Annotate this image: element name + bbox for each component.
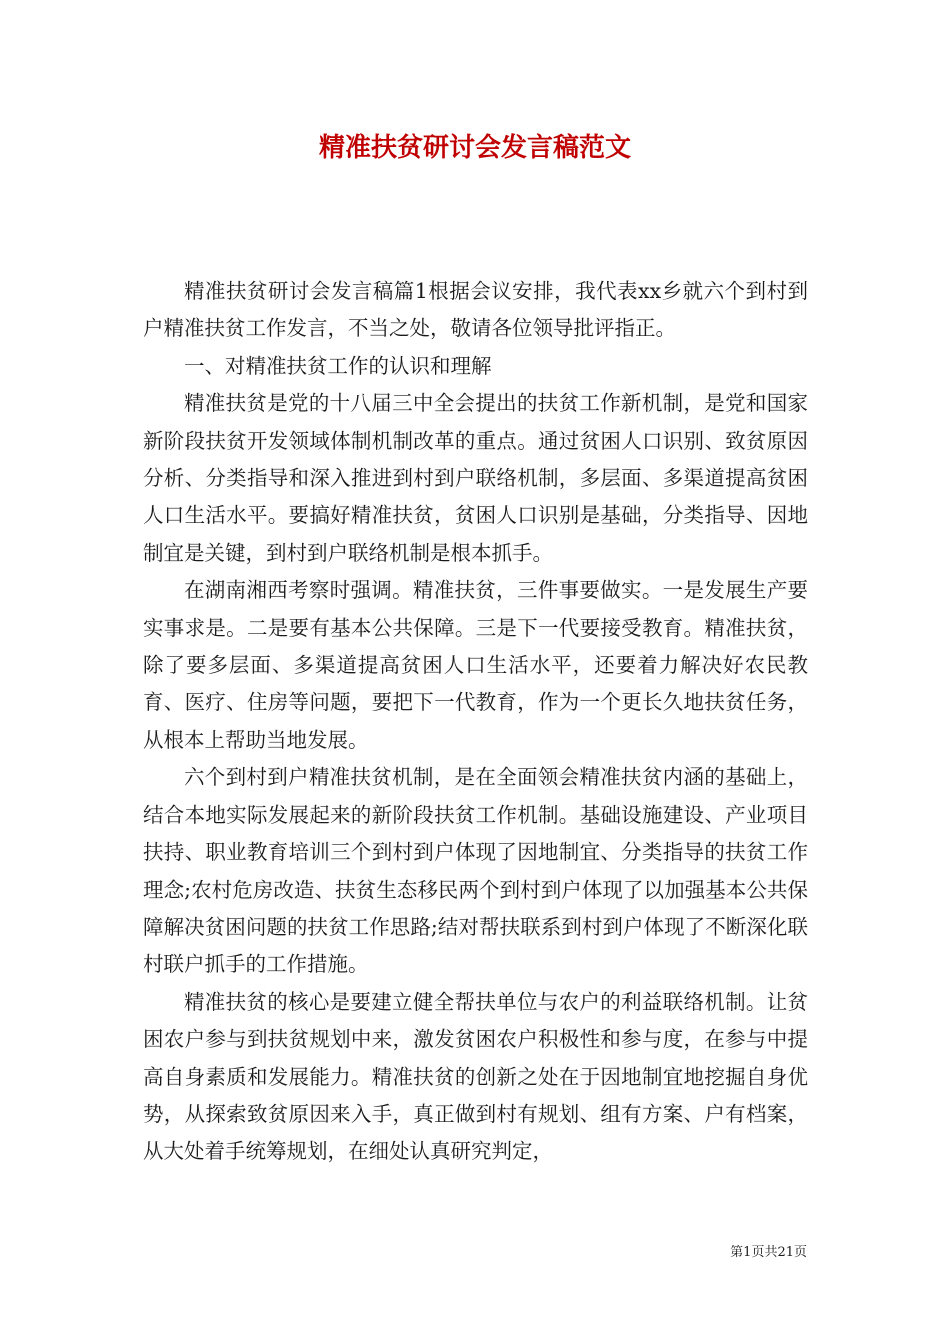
document-body bbox=[143, 273, 808, 1171]
paragraph-three-things: 在湖南湘西考察时强调。精准扶贫，三件事要做实。一是发展生产要实事求是。二是要有基本公共保障。三是下一代要接受教育。精准扶贫，除了要多层面、多渠道提高贫困人口生活水平，还要着力解决好农民教育、医疗、住房等问题，要把下一代教育，作为一个更长久地扶贫任务，从根本上帮助当地发展。 bbox=[143, 578, 808, 752]
page-number: 第1页共21页 bbox=[730, 1245, 807, 1260]
paragraph-intro: 精准扶贫研讨会发言稿篇1根据会议安排，我代表xx乡就六个到村到户精准扶贫工作发言，不当之处，敬请各位领导批评指正。 bbox=[143, 279, 808, 341]
paragraph-understanding: 精准扶贫是党的十八届三中全会提出的扶贫工作新机制，是党和国家新阶段扶贫开发领域体制机制改革的重点。通过贫困人口识别、致贫原因分析、分类指导和深入推进到村到户联络机制，多层面、多渠道提高贫困人口生活水平。要搞好精准扶贫，贫困人口识别是基础，分类指导、因地制宜是关键，到村到户联络机制是根本抓手。 bbox=[143, 391, 808, 565]
section-heading: 一、对精准扶贫工作的认识和理解 bbox=[184, 353, 492, 378]
paragraph-six-mechanisms: 六个到村到户精准扶贫机制，是在全面领会精准扶贫内涵的基础上，结合本地实际发展起来的新阶段扶贫工作机制。基础设施建设、产业项目扶持、职业教育培训三个到村到户体现了因地制宜、分类指导的扶贫工作理念;农村危房改造、扶贫生态移民两个到村到户体现了以加强基本公共保障解决贫困问题的扶贫工作思路;结对帮扶联系到村到户体现了不断深化联村联户抓手的工作措施。 bbox=[143, 765, 808, 977]
document-title: 精准扶贫研讨会发言稿范文 bbox=[318, 133, 631, 163]
paragraph-core: 精准扶贫的核心是要建立健全帮扶单位与农户的利益联络机制。让贫困农户参与到扶贫规划中来，激发贫困农户积极性和参与度，在参与中提高自身素质和发展能力。精准扶贫的创新之处在于因地制宜地挖掘自身优势，从探索致贫原因来入手，真正做到村有规划、组有方案、户有档案，从大处着手统筹规划，在细处认真研究判定， bbox=[143, 989, 808, 1164]
